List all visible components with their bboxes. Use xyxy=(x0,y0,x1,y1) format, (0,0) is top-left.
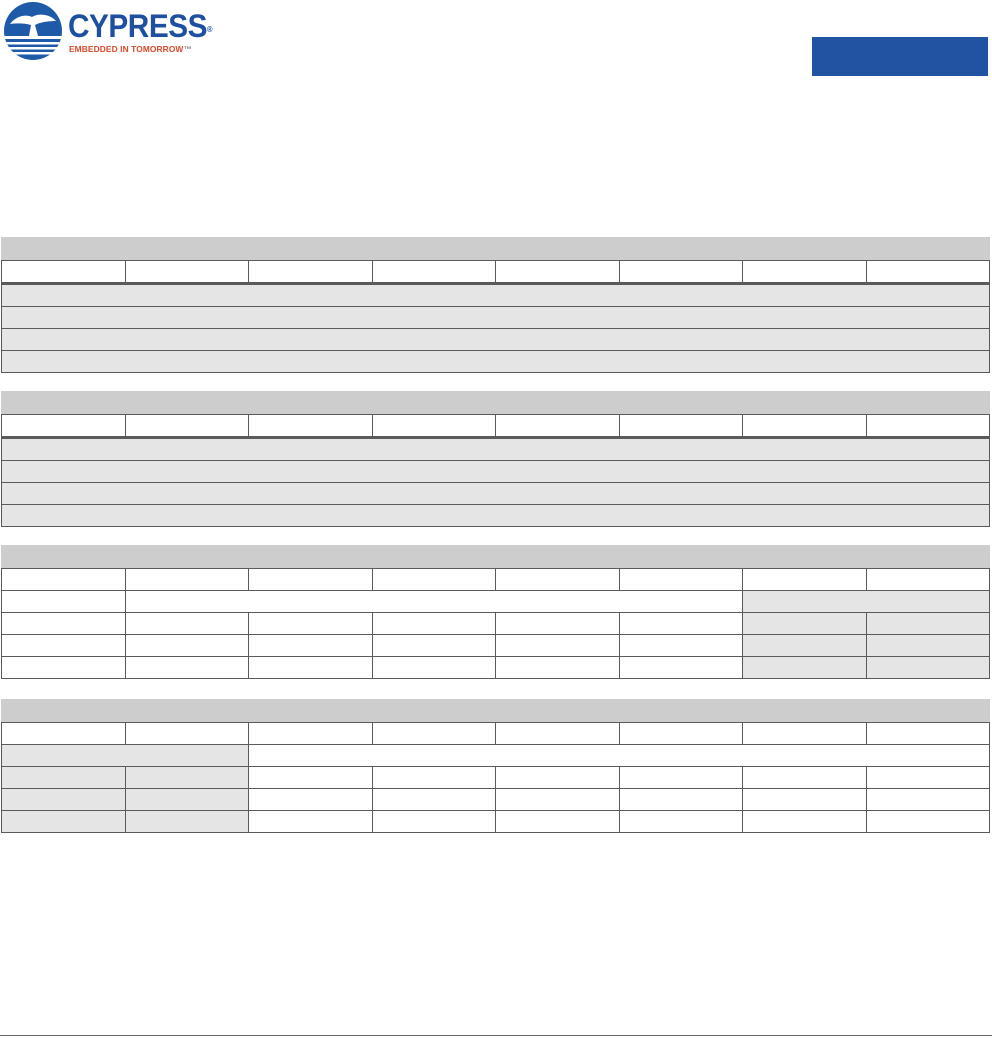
bit-cell xyxy=(496,569,620,591)
field-cell xyxy=(125,811,249,833)
field-cell xyxy=(2,591,126,613)
field-row xyxy=(2,613,990,635)
field-cell xyxy=(619,811,743,833)
field-cell xyxy=(743,613,867,635)
field-cell xyxy=(2,789,126,811)
bit-cell xyxy=(372,569,496,591)
field-cell xyxy=(619,789,743,811)
register-table-2 xyxy=(1,391,990,527)
table-header-cell xyxy=(2,392,990,415)
bit-cell xyxy=(372,415,496,438)
field-cell xyxy=(2,329,990,351)
field-cell xyxy=(2,767,126,789)
bit-cell xyxy=(619,415,743,438)
register-table-1 xyxy=(1,237,990,373)
field-cell xyxy=(372,789,496,811)
field-cell xyxy=(249,767,373,789)
field-row xyxy=(2,505,990,527)
field-cell xyxy=(496,789,620,811)
field-cell xyxy=(496,635,620,657)
field-cell xyxy=(866,613,990,635)
field-cell xyxy=(743,657,867,679)
field-row xyxy=(2,284,990,307)
field-cell xyxy=(125,767,249,789)
bit-cell xyxy=(249,569,373,591)
bit-cell xyxy=(249,723,373,745)
field-cell xyxy=(249,811,373,833)
table-header-row xyxy=(2,546,990,569)
field-cell xyxy=(372,635,496,657)
field-cell xyxy=(619,613,743,635)
field-row xyxy=(2,438,990,461)
field-cell xyxy=(2,307,990,329)
field-cell xyxy=(372,767,496,789)
field-cell xyxy=(372,613,496,635)
field-cell xyxy=(743,767,867,789)
field-cell xyxy=(866,789,990,811)
bit-cell xyxy=(866,415,990,438)
field-cell xyxy=(249,635,373,657)
cypress-logo xyxy=(2,2,213,60)
field-row xyxy=(2,767,990,789)
bit-cell xyxy=(619,569,743,591)
bit-cell xyxy=(743,723,867,745)
table-header-row xyxy=(2,392,990,415)
bit-cell xyxy=(249,261,373,284)
field-cell xyxy=(743,789,867,811)
register-table-4 xyxy=(1,699,990,833)
field-cell xyxy=(125,613,249,635)
field-cell xyxy=(2,284,990,307)
field-cell xyxy=(619,657,743,679)
bit-cell xyxy=(2,261,126,284)
bit-row xyxy=(2,415,990,438)
bit-cell xyxy=(372,261,496,284)
field-cell xyxy=(125,635,249,657)
footer-divider xyxy=(0,1035,992,1036)
bit-row xyxy=(2,261,990,284)
field-row xyxy=(2,745,990,767)
logo-wordmark: CYPRESS® xyxy=(68,8,213,44)
bit-cell xyxy=(249,415,373,438)
field-row xyxy=(2,811,990,833)
table-header-row xyxy=(2,238,990,261)
table-header-cell xyxy=(2,700,990,723)
bit-cell xyxy=(125,415,249,438)
bit-cell xyxy=(125,723,249,745)
field-cell xyxy=(125,789,249,811)
field-cell xyxy=(866,657,990,679)
cypress-tree-emblem-icon xyxy=(2,2,64,60)
bit-cell xyxy=(496,261,620,284)
field-cell xyxy=(496,613,620,635)
field-row xyxy=(2,483,990,505)
field-cell xyxy=(372,811,496,833)
field-cell xyxy=(2,745,249,767)
field-cell xyxy=(249,613,373,635)
field-cell xyxy=(866,767,990,789)
field-cell xyxy=(249,789,373,811)
bit-cell xyxy=(2,723,126,745)
field-cell xyxy=(866,811,990,833)
register-table-3 xyxy=(1,545,990,679)
bit-cell xyxy=(372,723,496,745)
field-row xyxy=(2,351,990,373)
bit-cell xyxy=(496,415,620,438)
field-cell xyxy=(866,635,990,657)
bit-row xyxy=(2,569,990,591)
bit-cell xyxy=(2,569,126,591)
field-cell xyxy=(496,767,620,789)
header-tab-block xyxy=(812,37,988,76)
bit-cell xyxy=(743,569,867,591)
field-row xyxy=(2,635,990,657)
logo-tagline: EMBEDDED IN TOMORROW™ xyxy=(69,44,192,54)
field-cell xyxy=(125,591,743,613)
field-row xyxy=(2,461,990,483)
field-cell xyxy=(2,505,990,527)
field-cell xyxy=(496,657,620,679)
bit-cell xyxy=(496,723,620,745)
field-cell xyxy=(2,635,126,657)
field-cell xyxy=(619,635,743,657)
field-cell xyxy=(125,657,249,679)
bit-cell xyxy=(125,569,249,591)
field-cell xyxy=(2,811,126,833)
bit-row xyxy=(2,723,990,745)
field-cell xyxy=(743,591,990,613)
bit-cell xyxy=(743,415,867,438)
field-cell xyxy=(743,811,867,833)
field-row xyxy=(2,789,990,811)
field-row xyxy=(2,329,990,351)
bit-cell xyxy=(619,261,743,284)
field-row xyxy=(2,307,990,329)
bit-cell xyxy=(866,723,990,745)
field-cell xyxy=(2,483,990,505)
field-cell xyxy=(2,613,126,635)
field-row xyxy=(2,657,990,679)
field-cell xyxy=(249,745,990,767)
field-cell xyxy=(249,657,373,679)
table-header-cell xyxy=(2,238,990,261)
field-cell xyxy=(2,657,126,679)
bit-cell xyxy=(125,261,249,284)
field-row xyxy=(2,591,990,613)
field-cell xyxy=(743,635,867,657)
bit-cell xyxy=(866,569,990,591)
field-cell xyxy=(496,811,620,833)
field-cell xyxy=(619,767,743,789)
field-cell xyxy=(2,438,990,461)
bit-cell xyxy=(866,261,990,284)
bit-cell xyxy=(743,261,867,284)
table-header-cell xyxy=(2,546,990,569)
field-cell xyxy=(372,657,496,679)
field-cell xyxy=(2,351,990,373)
field-cell xyxy=(2,461,990,483)
bit-cell xyxy=(619,723,743,745)
bit-cell xyxy=(2,415,126,438)
table-header-row xyxy=(2,700,990,723)
